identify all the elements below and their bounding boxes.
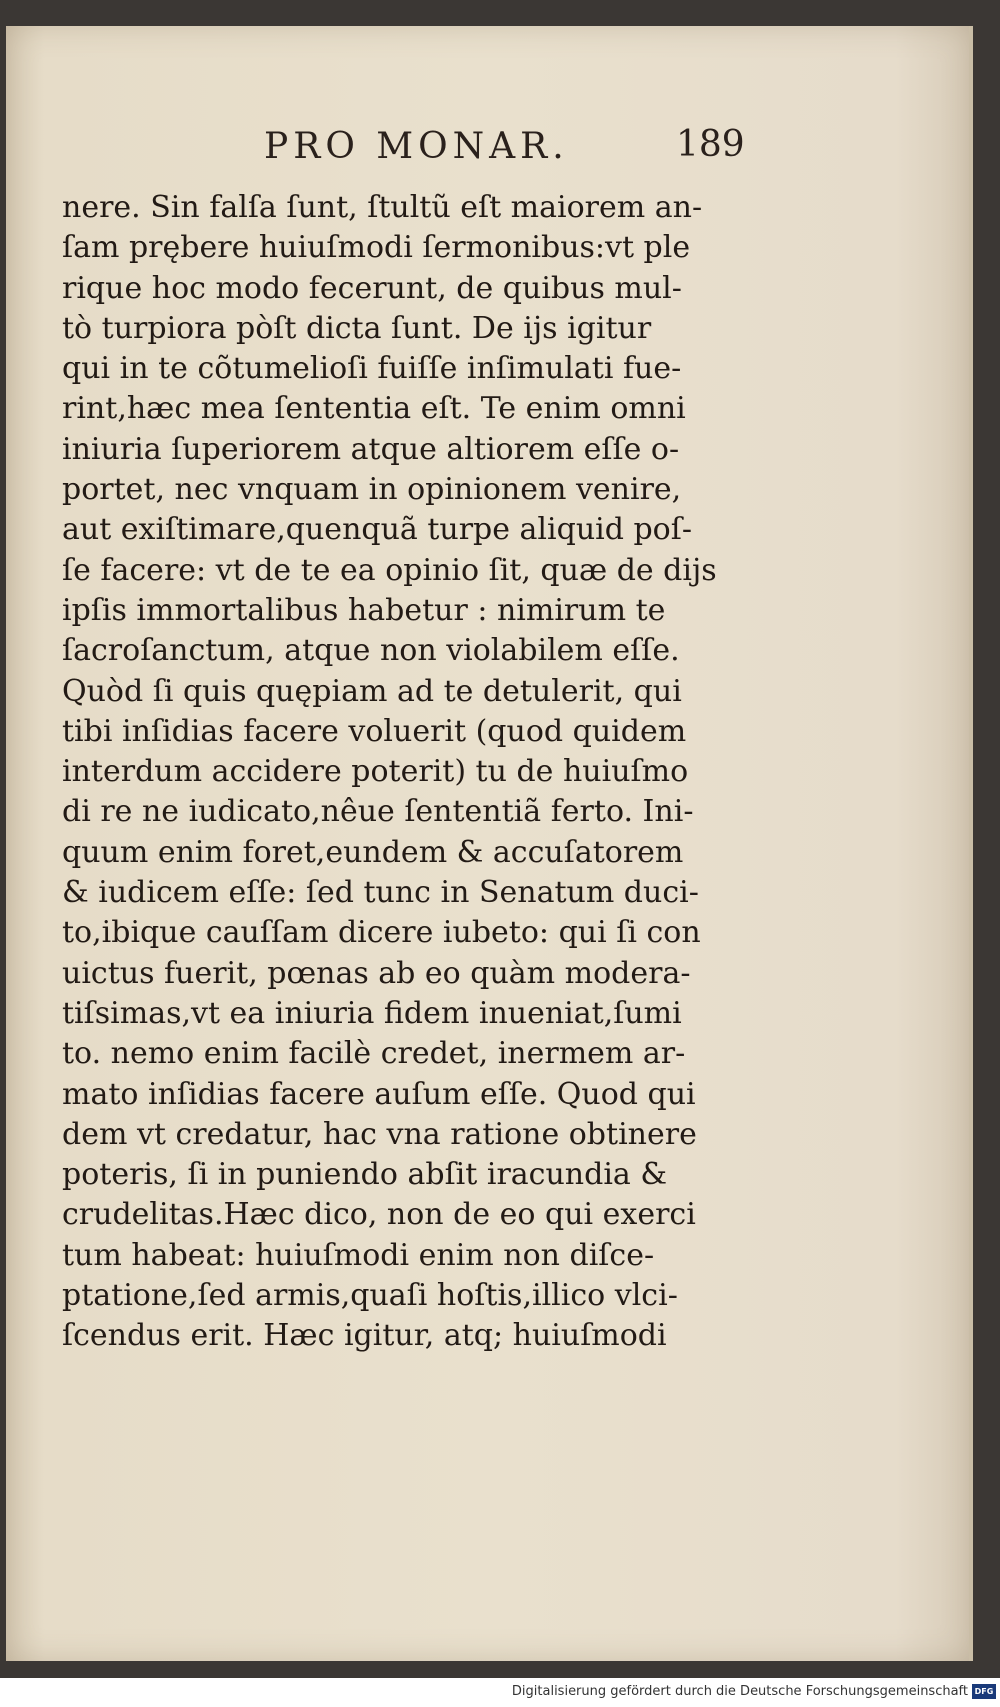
text-line: to. nemo enim facilè credet, inermem ar- (62, 1036, 686, 1072)
text-line: mato inſidias facere auſum eſſe. Quod qui (62, 1076, 696, 1112)
page-number: 189 (676, 124, 745, 165)
text-line: to,ibique cauſſam dicere iubeto: qui ſi con (62, 915, 701, 951)
running-head (6, 114, 973, 174)
text-line: qui in te cõtumelioſi fuiſſe inſimulati fue- (62, 351, 682, 387)
text-line: & iudicem eſſe: ſed tunc in Senatum duci- (62, 875, 699, 911)
funding-credit: Digitalisierung gefördert durch die Deutsche Forschungsgemeinschaft (511, 1684, 968, 1699)
footer-bar (0, 1678, 1000, 1707)
text-line: tibi inſidias facere voluerit (quod quidem (62, 713, 687, 749)
text-line: ſcendus erit. Hæc igitur, atq; huiuſmodi (62, 1318, 667, 1354)
page-edge (969, 26, 973, 1661)
text-line: ptatione,ſed armis,quaſi hoſtis,illico vlci- (62, 1278, 678, 1314)
text-line: portet, nec vnquam in opinionem venire, (62, 472, 682, 508)
text-line: ſam prębere huiuſmodi ſermonibus:vt ple (62, 230, 691, 266)
text-line: ſacroſanctum, atque non violabilem eſſe. (62, 633, 680, 669)
text-line: aut exiſtimare,quenquã turpe aliquid poſ- (62, 512, 692, 548)
text-line: Quòd ſi quis quępiam ad te detulerit, qui (62, 673, 682, 709)
dfg-logo: DFG (972, 1684, 996, 1699)
text-line: uictus fuerit, pœnas ab eo quàm modera- (62, 955, 691, 991)
body-text (62, 188, 742, 1357)
book-page (6, 26, 973, 1661)
text-line: iniuria ſuperiorem atque altiorem eſſe o- (62, 431, 680, 467)
text-line: tum habeat: huiuſmodi enim non diſce- (62, 1237, 655, 1273)
text-line: dem vt credatur, hac vna ratione obtinere (62, 1116, 697, 1152)
text-line: quum enim foret,eundem & accuſatorem (62, 834, 684, 870)
text-line: rint,hæc mea ſententia eſt. Te enim omni (62, 391, 686, 427)
text-line: nere. Sin falſa ſunt, ſtultũ eſt maiorem an- (62, 190, 703, 225)
text-line: crudelitas.Hæc dico, non de eo qui exerci (62, 1197, 696, 1233)
text-line: ipſis immortalibus habetur : nimirum te (62, 592, 666, 628)
text-line: ſe facere: vt de te ea opinio ſit, quæ de dijs (62, 552, 717, 588)
text-line: di re ne iudicato,nêue ſententiã ferto. Ini- (62, 794, 694, 830)
text-line: interdum accidere poterit) tu de huiuſmo (62, 754, 689, 790)
text-line: tò turpiora pòſt dicta ſunt. De ijs igitur (62, 310, 652, 346)
text-line: poteris, ſi in puniendo abſit iracundia & (62, 1157, 668, 1193)
running-head-title: PRO MONAR. (264, 126, 569, 167)
text-line: tiſsimas,vt ea iniuria fidem inueniat,ſumi (62, 995, 682, 1031)
text-line: rique hoc modo fecerunt, de quibus mul- (62, 270, 682, 306)
